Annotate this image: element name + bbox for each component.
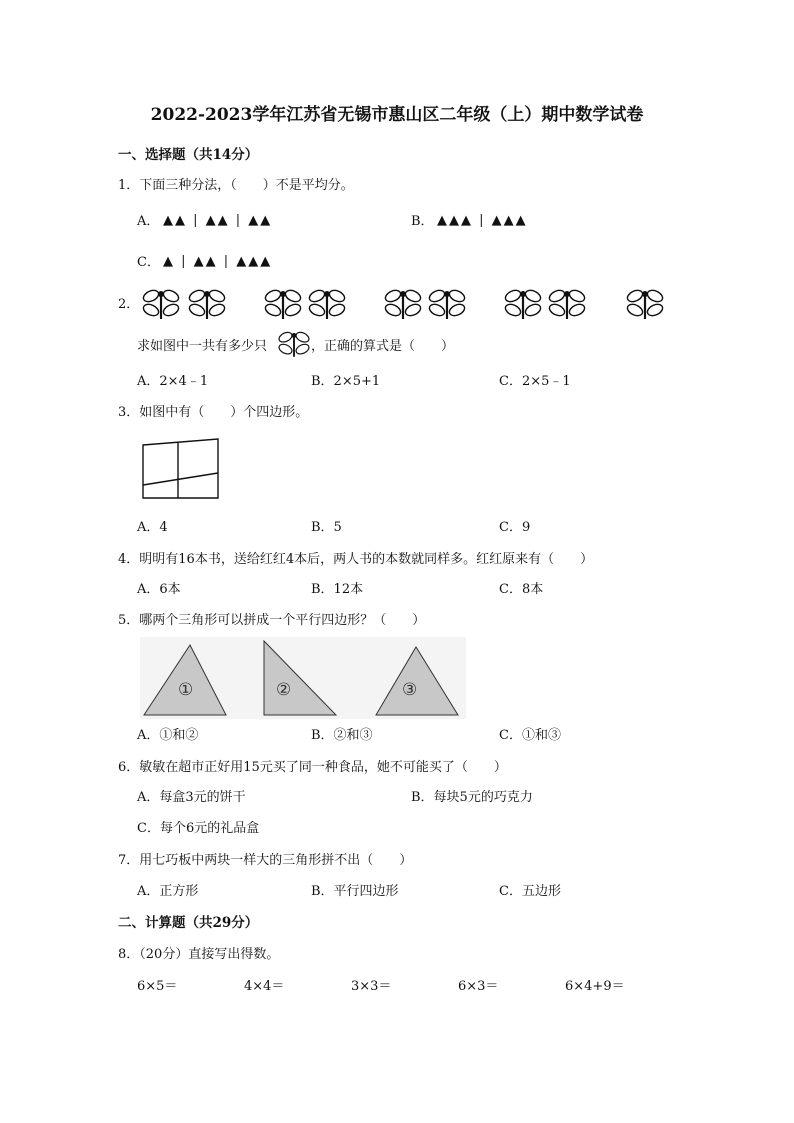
question-6-stem: 6．敏敏在超市正好用15元买了同一种食品，她不可能买了（ ） <box>118 760 507 775</box>
q4-option-a: A．6本 <box>137 582 181 597</box>
dragonfly-icon <box>428 288 467 319</box>
q6-option-b: B．每块5元的巧克力 <box>411 790 533 805</box>
section-heading-calculation: 二、计算题（共29分） <box>118 915 259 931</box>
q1-option-a-label: A． <box>137 214 160 229</box>
q2-stem-after: ，正确的算式是（ ） <box>311 339 455 354</box>
triangles-figure <box>140 637 466 719</box>
question-5-stem: 5．哪两个三角形可以拼成一个平行四边形？（ ） <box>118 613 426 628</box>
triangle-label-3: ③ <box>402 680 418 700</box>
q6-option-c: C．每个6元的礼品盒 <box>137 821 260 836</box>
q2-option-b: B．2×5+1 <box>311 374 381 389</box>
quadrilateral-figure <box>140 436 222 502</box>
q7-option-c: C．五边形 <box>499 884 561 899</box>
q4-option-b: B．12本 <box>311 582 364 597</box>
calc-item: 4×4＝ <box>244 979 285 994</box>
q2-option-a: A．2×4﹣1 <box>137 374 209 389</box>
q4-option-c: C．8本 <box>499 582 544 597</box>
q5-option-b: B．②和③ <box>311 728 373 743</box>
triangle-label-1: ① <box>178 680 194 700</box>
q7-option-a: A．正方形 <box>137 884 199 899</box>
q7-option-b: B．平行四边形 <box>311 884 399 899</box>
q6-option-a: A．每盒3元的饼干 <box>137 790 246 805</box>
q5-option-a: A．①和② <box>137 728 199 743</box>
q5-option-c: C．①和③ <box>499 728 561 743</box>
dragonfly-icon <box>626 288 665 319</box>
question-4-stem: 4．明明有16本书，送给红红4本后，两人书的本数就同样多。红红原来有（ ） <box>118 552 594 567</box>
question-2-number: 2． <box>118 297 140 312</box>
section-heading-choice: 一、选择题（共14分） <box>118 147 259 163</box>
dragonfly-icon <box>384 288 423 319</box>
dragonfly-icon <box>264 288 303 319</box>
calc-item: 6×5＝ <box>137 979 178 994</box>
q1-option-b-label: B． <box>411 214 434 229</box>
q2-option-c: C．2×5﹣1 <box>499 374 571 389</box>
dragonfly-icon <box>548 288 587 319</box>
q2-stem-before: 求如图中一共有多少只 <box>137 339 268 354</box>
question-8-stem: 8．（20分）直接写出得数。 <box>118 947 280 962</box>
q3-option-b: B．5 <box>311 520 342 535</box>
dragonfly-icon <box>504 288 543 319</box>
dragonfly-row <box>140 286 670 322</box>
q3-option-a: A．4 <box>137 520 168 535</box>
dragonfly-icon <box>308 288 347 319</box>
page-title: 2022-2023学年江苏省无锡市惠山区二年级（上）期中数学试卷 <box>150 105 644 125</box>
calc-item: 3×3＝ <box>351 979 392 994</box>
question-3-stem: 3．如图中有（ ）个四边形。 <box>118 405 309 420</box>
filled-triangle-icon: ▲ | ▲▲ | ▲▲▲ <box>163 254 273 269</box>
triangle-label-2: ② <box>276 680 292 700</box>
question-7-stem: 7．用七巧板中两块一样大的三角形拼不出（ ） <box>118 853 413 868</box>
calc-item: 6×4+9＝ <box>565 979 625 994</box>
dragonfly-icon <box>142 288 181 319</box>
filled-triangle-icon: ▲▲▲ | ▲▲▲ <box>437 213 528 228</box>
dragonfly-icon <box>188 288 227 319</box>
q3-option-c: C．9 <box>499 520 531 535</box>
q1-option-c-label: C． <box>137 255 160 270</box>
calc-item: 6×3＝ <box>458 979 499 994</box>
filled-triangle-icon: ▲▲ | ▲▲ | ▲▲ <box>163 213 273 228</box>
dragonfly-icon <box>277 330 311 358</box>
question-1-stem: 1．下面三种分法，（ ）不是平均分。 <box>118 178 354 193</box>
